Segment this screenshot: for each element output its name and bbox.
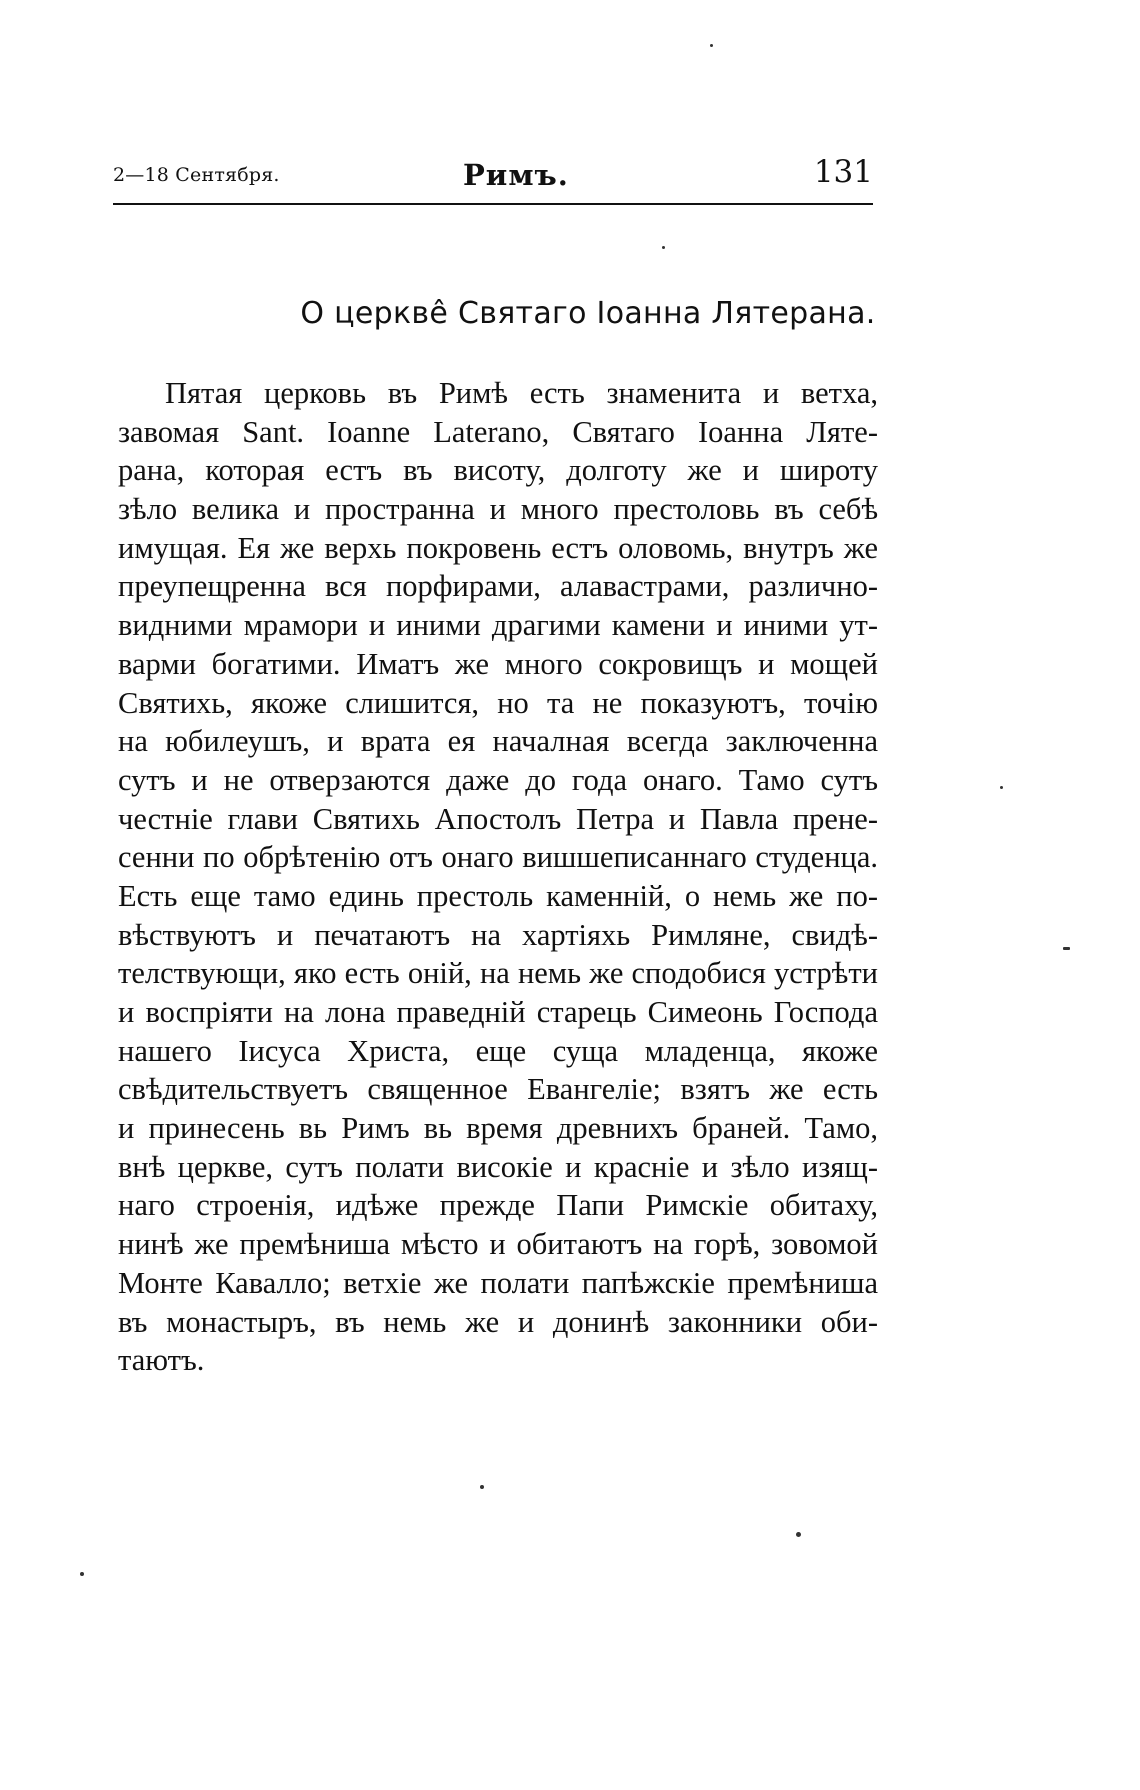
body-paragraph	[118, 374, 878, 1380]
text-line: на юбилеушъ, и врата ея началная всегда заключенна	[118, 724, 878, 759]
text-line: честніе глави Святихь Апостолъ Петра и Павла пренe-	[118, 801, 878, 836]
text-line: Есть еще тамо единь престоль каменній, о немь же по-	[118, 878, 878, 913]
scan-speck	[480, 1485, 484, 1489]
scan-speck	[710, 44, 713, 47]
text-line: таютъ.	[118, 1343, 205, 1378]
text-line: рана, которая естъ въ висоту, долготу же и широту	[118, 453, 878, 488]
text-line: сенни по обрѣтенію отъ онаго вишшеписаннаго студенца.	[118, 840, 878, 875]
scan-speck	[662, 246, 665, 249]
text-line: сутъ и не отверзаются даже до года онаго. Тамо сутъ	[118, 762, 878, 797]
header-rule	[113, 203, 873, 205]
scan-speck	[80, 1572, 84, 1576]
scan-speck	[1000, 786, 1003, 789]
section-heading: О церкве̂ Святаго Іоанна Лятерана.	[300, 296, 876, 331]
scan-speck	[796, 1532, 801, 1537]
text-line: и воспріяти на лона праведній старець Симеонь Господа	[118, 995, 878, 1029]
text-line: и принесень вь Римъ вь время древнихъ браней. Тамо,	[118, 1111, 878, 1146]
text-line: Пятая церковь въ Римѣ есть знаменита и ветха,	[165, 376, 878, 410]
running-head-title: Римъ.	[463, 158, 569, 192]
text-line: Святихь, якоже слишится, но та не показуютъ, точію	[118, 685, 878, 720]
text-line: преупещренна вся порфирами, алавастрами, различно-	[118, 569, 878, 604]
text-line: зѣло велика и пространна и много престоловь въ себѣ	[118, 492, 878, 527]
text-line: телствующи, яко есть оній, на немь же сподобися устрѣти	[118, 956, 878, 991]
text-line: видними мрамори и иними драгими камени и иними ут-	[118, 608, 878, 643]
text-line: нинѣ же премѣниша мѣсто и обитаютъ на горѣ, зовомой	[118, 1227, 878, 1262]
text-line: нашего Іисуса Христа, еще суща младенца, якоже	[118, 1033, 878, 1068]
text-line: внѣ церкве, сутъ полати високіе и красніе и зѣло изящ-	[118, 1149, 878, 1184]
running-head-date: 2—18 Сентября.	[113, 164, 280, 186]
text-line: свѣдительствуетъ священное Евангеліе; взятъ же есть	[118, 1072, 878, 1107]
text-line: наго строенія, идѣже прежде Папи Римскіе обитаху,	[118, 1188, 878, 1223]
text-line: варми богатими. Иматъ же много сокровищъ и мощей	[118, 646, 878, 681]
page-number: 131	[813, 154, 873, 190]
text-line: завомая Sant. Ioanne Laterano, Святаго Іоанна Лятe-	[118, 414, 878, 449]
text-line: въ монастыръ, въ немь же и донинѣ законники оби-	[118, 1304, 878, 1339]
running-head	[113, 154, 873, 202]
text-line: имущая. Ея же верхь покровень естъ оловомь, внутръ же	[118, 530, 878, 565]
text-line: Монте Кавалло; ветхіе же полати папѣжскіе премѣниша	[118, 1265, 878, 1300]
text-line: вѣствуютъ и печатаютъ на хартіяхь Римляне, свидѣ-	[118, 917, 878, 952]
scan-speck	[1063, 947, 1070, 950]
